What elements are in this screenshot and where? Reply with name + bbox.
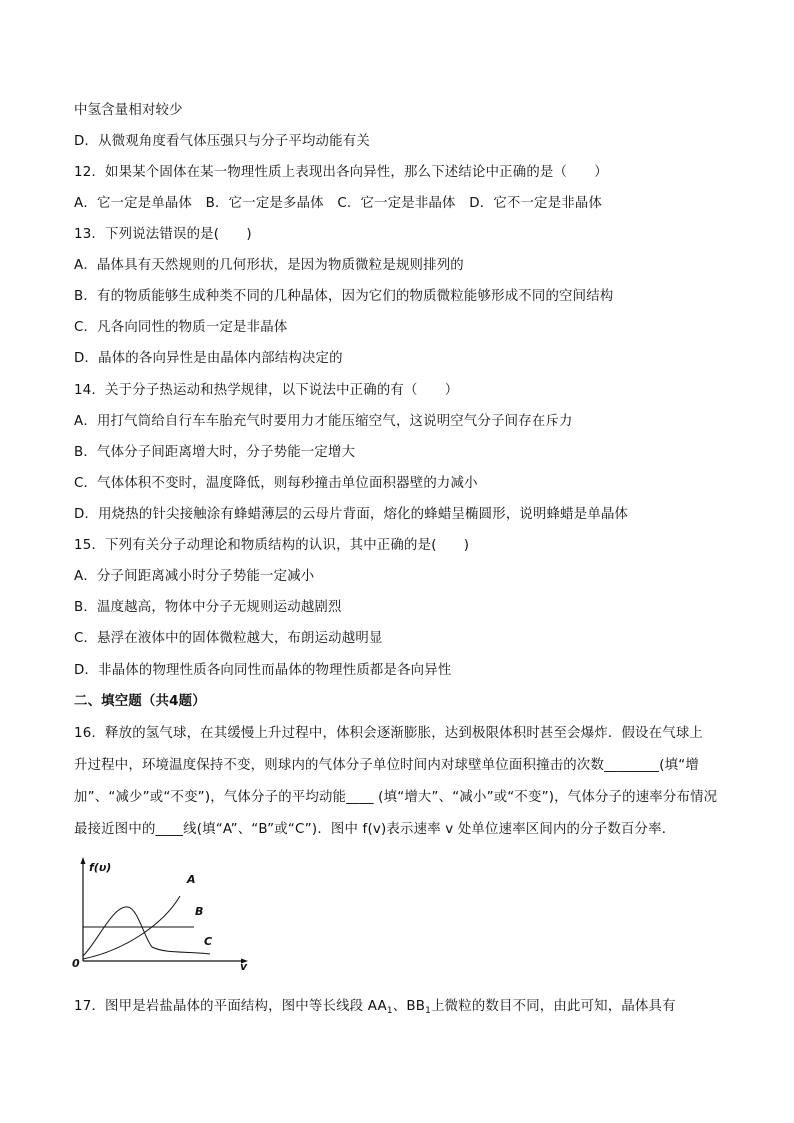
curve-a-label: A	[187, 873, 196, 886]
question-15-option-a: A．分子间距离减小时分子势能一定减小	[74, 569, 315, 584]
x-axis-label: v	[240, 960, 248, 973]
subscript: 1	[386, 1006, 393, 1016]
speed-distribution-figure	[68, 853, 258, 978]
y-axis-arrow	[81, 857, 86, 864]
question-13-option-a: A．晶体具有天然规则的几何形状，是因为物质微粒是规则排列的	[74, 258, 464, 273]
curve-b-label: B	[195, 905, 204, 918]
question-14-option-d: D．用烧热的针尖接触涂有蜂蜡薄层的云母片背面，熔化的蜂蜡呈椭圆形，说明蜂蜡是单晶体	[74, 507, 629, 522]
y-axis-label: f(υ)	[89, 861, 112, 874]
question-17-text-end: 上微粒的数目不同，由此可知，晶体具有	[431, 999, 676, 1014]
question-13-option-b: B．有的物质能够生成种类不同的几种晶体，因为它们的物质微粒能够形成不同的空间结构	[74, 289, 614, 304]
question-16-line-3: 加”、“减少”或“不变”)，气体分子的平均动能____ (填“增大”、“减小”或“不变”)，气体分子的速率分布情况	[74, 790, 718, 805]
question-13-option-c: C．凡各向同性的物质一定是非晶体	[74, 320, 288, 335]
question-17	[74, 997, 676, 1021]
question-13-option-d: D．晶体的各向异性是由晶体内部结构决定的	[74, 351, 343, 366]
section-title: 二、填空题（共4题）	[74, 694, 206, 709]
origin-label: 0	[72, 957, 80, 970]
curve-c-label: C	[204, 935, 213, 948]
option-d-line: D．从微观角度看气体压强只与分子平均动能有关	[74, 134, 370, 149]
question-14: 14．关于分子热运动和热学规律，以下说法中正确的有（ ）	[74, 383, 459, 398]
subscript: 1	[425, 1006, 432, 1016]
question-17-text-start: 17．图甲是岩盐晶体的平面结构，图中等长线段 AA	[74, 999, 387, 1014]
question-12-options: A．它一定是单晶体 B．它一定是多晶体 C．它一定是非晶体 D．它不一定是非晶体	[74, 196, 603, 211]
question-12: 12．如果某个固体在某一物理性质上表现出各向异性，那么下述结论中正确的是（ ）	[74, 165, 608, 180]
question-16-line-4: 最接近图中的____线(填“A”、“B”或“C”)．图中 f(v)表示速率 v 处单位速率区间内的分子数百分率．	[74, 822, 676, 837]
question-16-line-2: 升过程中，环境温度保持不变，则球内的气体分子单位时间内对球壁单位面积撞击的次数________(填“增	[74, 758, 699, 773]
question-16-line-1: 16．释放的氢气球，在其缓慢上升过程中，体积会逐渐膨胀，达到极限体积时甚至会爆炸．假设在气球上	[74, 726, 704, 741]
question-15-option-d: D．非晶体的物理性质各向同性而晶体的物理性质都是各向异性	[74, 663, 452, 678]
question-14-option-a: A．用打气筒给自行车车胎充气时要用力才能压缩空气，这说明空气分子间存在斥力	[74, 414, 573, 429]
question-15-option-b: B．温度越高，物体中分子无规则运动越剧烈	[74, 600, 342, 615]
question-14-option-c: C．气体体积不变时，温度降低，则每秒撞击单位面积器壁的力减小	[74, 476, 478, 491]
question-17-text-mid: 、BB	[392, 999, 426, 1014]
question-15-option-c: C．悬浮在液体中的固体微粒越大，布朗运动越明显	[74, 631, 383, 646]
question-13: 13．下列说法错误的是( )	[74, 227, 252, 242]
question-14-option-b: B．气体分子间距离增大时，分子势能一定增大	[74, 445, 356, 460]
question-15: 15．下列有关分子动理论和物质结构的认识，其中正确的是( )	[74, 538, 470, 553]
text-line: 中氢含量相对较少	[74, 103, 183, 118]
